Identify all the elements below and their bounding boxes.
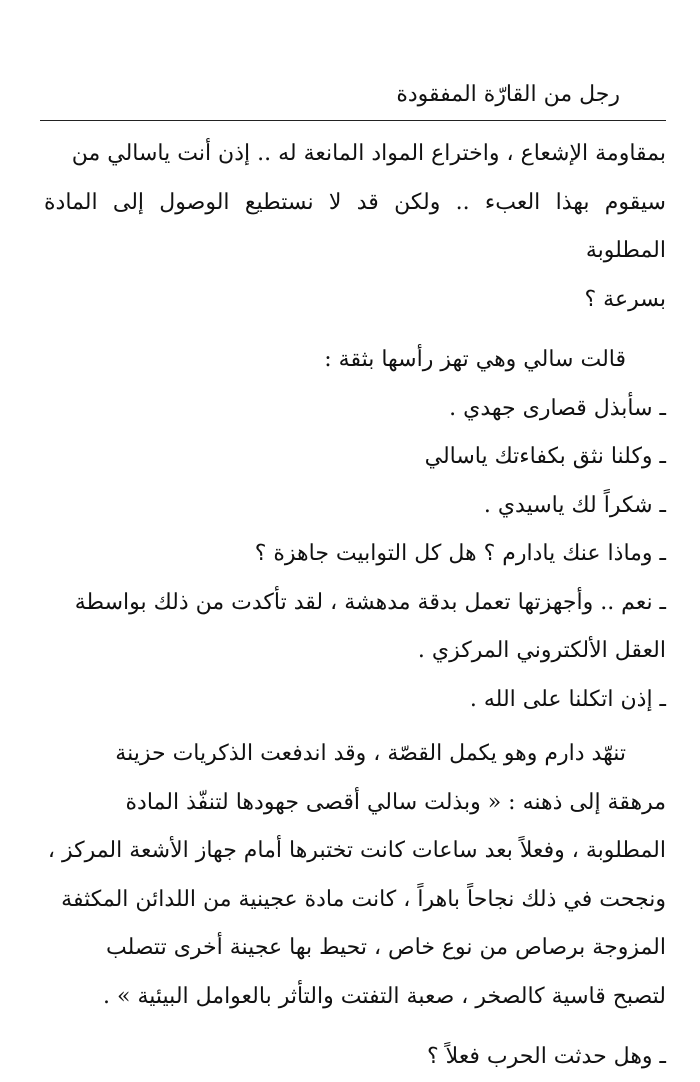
text-line: تنهّد دارم وهو يكمل القصّة ، وقد اندفعت الذكريات حزينة xyxy=(115,741,626,766)
text-line: مرهقة إلى ذهنه : « وبذلت سالي أقصى جهودها لتنفّذ المادة xyxy=(125,789,666,815)
text-line: قالت سالي وهي تهز رأسها بثقة : xyxy=(324,347,626,372)
text-line: ونجحت في ذلك نجاحاً باهراً ، كانت مادة عجينية من اللدائن المكثفة xyxy=(61,886,666,912)
dialogue-line: ـ شكراً لك ياسيدي . xyxy=(483,492,666,518)
running-header: رجل من القارّة المفقودة xyxy=(396,82,620,107)
header-rule xyxy=(40,120,666,121)
text-line: لتصبح قاسية كالصخر ، صعبة التفتت والتأثر بالعوامل البيئية » . xyxy=(103,983,666,1009)
text-line: المطلوبة ، وفعلاً بعد ساعات كانت تختبرها أمام جهاز الأشعة المركز ، xyxy=(47,838,666,863)
dialogue-line: ـ وهل حدثت الحرب فعلاً ؟ xyxy=(427,1044,666,1069)
body-text xyxy=(44,130,666,1082)
dialogue-line: ـ إذن اتكلنا على الله . xyxy=(469,686,666,712)
text-line: بمقاومة الإشعاع ، واختراع المواد المانعة له .. إذن أنت ياسالي من xyxy=(71,141,666,166)
dialogue-line: ـ سأبذل قصارى جهدي . xyxy=(449,395,666,421)
text-line: العقل الألكتروني المركزي . xyxy=(417,638,666,663)
dialogue-line: ـ نعم .. وأجهزتها تعمل بدقة مدهشة ، لقد تأكدت من ذلك بواسطة xyxy=(74,589,666,615)
text-line: سيقوم بهذا العبء .. ولكن قد لا نستطيع الوصول إلى المادة المطلوبة xyxy=(44,189,666,263)
text-line: بسرعة ؟ xyxy=(584,286,666,312)
dialogue-line: ـ وماذا عنك يادارم ؟ هل كل التوابيت جاهزة ؟ xyxy=(254,541,666,566)
dialogue-line: ـ وكلنا نثق بكفاءتك ياسالي xyxy=(424,444,666,469)
text-line: المزوجة برصاص من نوع خاص ، تحيط بها عجينة أخرى تتصلب xyxy=(105,935,666,960)
